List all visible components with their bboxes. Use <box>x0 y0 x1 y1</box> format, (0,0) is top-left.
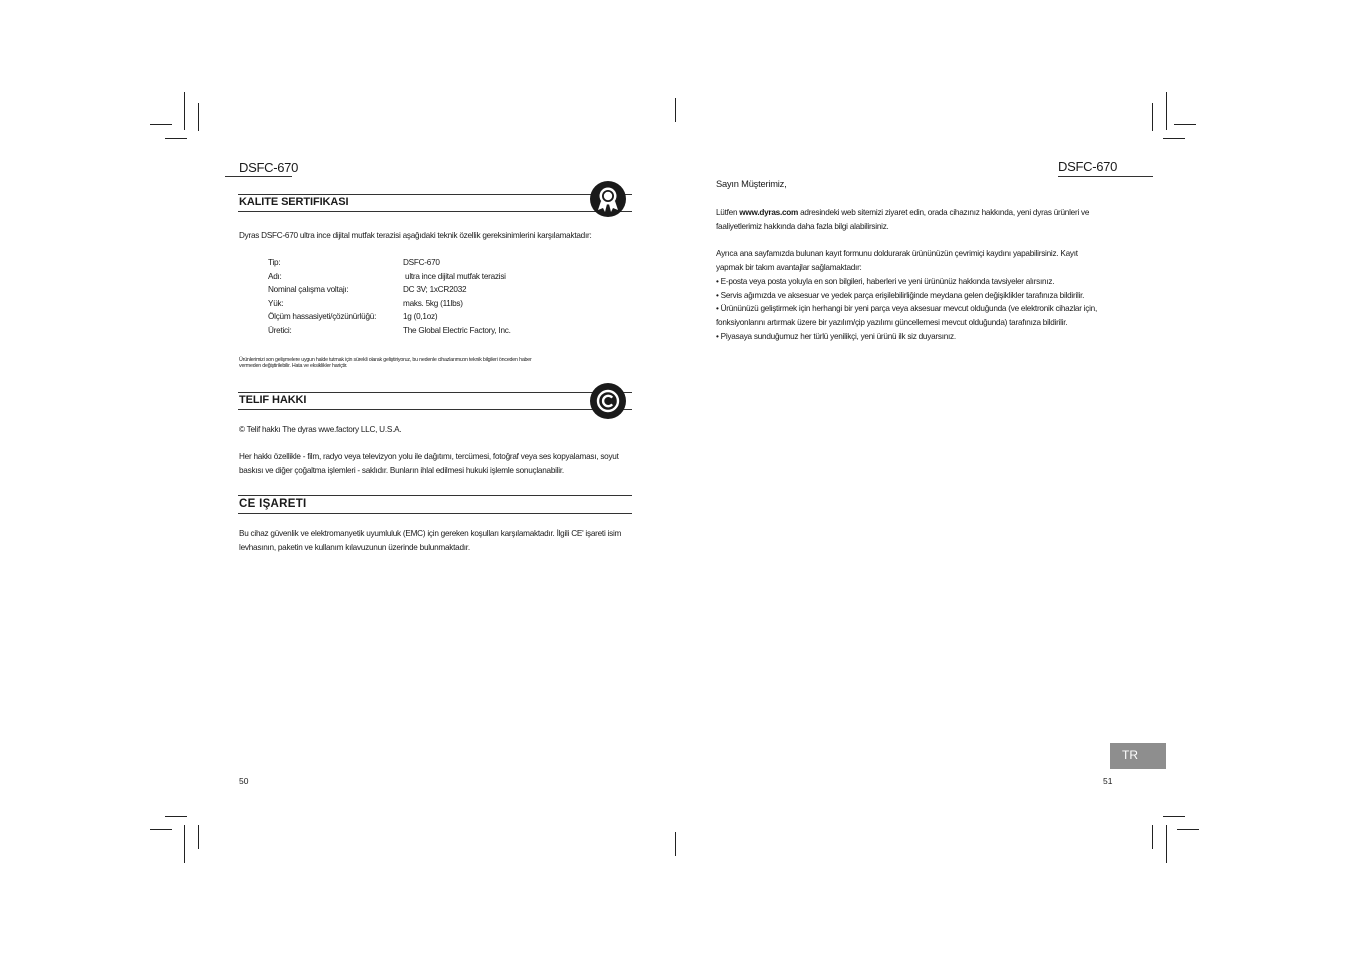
greeting: Sayın Müşterimiz, <box>716 179 787 189</box>
model-header-right: DSFC-670 <box>1058 159 1118 174</box>
crop-mark <box>150 829 172 830</box>
website-para-prefix: Lütfen <box>716 208 740 217</box>
spec-row <box>268 324 511 338</box>
ce-title: CE IŞARETI <box>239 498 307 510</box>
ce-para-line-1: Bu cihaz güvenlik ve elektromanyetik uyumluluk (EMC) için gereken koşulları karşılamaktadır. İlgili CE' işareti isim <box>239 529 622 538</box>
spec-label: Ölçüm hassasiyeti/çözünürlüğü: <box>268 312 377 322</box>
header-rule <box>225 176 292 177</box>
language-tab-label: TR <box>1122 748 1138 762</box>
benefit-item: • Ürününüzü geliştirmek için herhangi bir yeni parça veya aksesuar mevcut olduğunda (ve elektronik cihazlar için, <box>716 304 1098 313</box>
spec-value: 1g (0,1oz) <box>403 312 438 322</box>
section-rule-top <box>238 495 632 496</box>
crop-mark <box>150 124 172 125</box>
telif-title: TELIF HAKKI <box>239 394 307 406</box>
website-para-suffix: adresindeki web sitemizi ziyaret edin, orada cihazınız hakkında, yeni dyras ürünleri ve <box>798 208 1090 217</box>
spec-label: Yük: <box>268 298 284 308</box>
section-rule-bottom <box>238 513 632 514</box>
copyright-line: © Telif hakkı The dyras wwe.factory LLC, U.S.A. <box>239 425 402 434</box>
language-tab <box>1110 743 1166 769</box>
crop-mark <box>1166 825 1167 863</box>
crop-mark <box>1163 138 1185 139</box>
spec-table <box>268 256 511 338</box>
website-para-line-1 <box>716 206 1089 220</box>
crop-mark <box>675 832 676 856</box>
benefit-item: • Servis ağımızda ve aksesuar ve yedek parça erişilebilirliğinde meydana gelen değişiklikler tarafınıza bildirilir. <box>716 291 1085 300</box>
benefit-item-continued: fonksiyonlarını artırmak üzere bir yazılım/çip yazılımı güncellemesi mevcut olduğunda) tarafınıza bildirilir. <box>716 318 1068 327</box>
crop-mark <box>1163 816 1185 817</box>
model-header-left: DSFC-670 <box>239 160 299 175</box>
crop-mark <box>675 98 676 122</box>
spec-row <box>268 256 511 270</box>
crop-mark <box>1152 103 1153 131</box>
copyright-icon <box>590 383 626 419</box>
crop-mark <box>1177 829 1199 830</box>
spec-value: maks. 5kg (11lbs) <box>403 298 463 308</box>
disclaimer-line-2: vermeden değiştirilebilir. Hata ve eksiklikler hariçtir. <box>239 363 348 369</box>
spec-label: Nominal çalışma voltajı: <box>268 285 349 295</box>
disclaimer-line-1: Ürünlerimizi son gelişmelere uygun halde tutmak için sürekli olarak geliştiriyoruz, bu nedenle cihazlarımızın teknik bilgileri önceden haber <box>239 357 532 363</box>
benefit-item: • E-posta veya posta yoluyla en son bilgileri, haberleri ve yeni ürününüz hakkında tavsiyeler alırsınız. <box>716 277 1055 286</box>
spec-label: Üretici: <box>268 325 292 335</box>
spec-row <box>268 310 511 324</box>
crop-mark <box>184 825 185 863</box>
spec-label: Adı: <box>268 271 282 281</box>
section-rule-bottom <box>238 211 632 212</box>
section-rule-top <box>238 194 632 195</box>
telif-para-line-2: baskısı ve diğer çoğaltma işlemleri - saklıdır. Bunların ihlal edilmesi hukuki işlemle sonuçlanabilir. <box>239 466 564 475</box>
crop-mark <box>184 92 185 130</box>
award-ribbon-icon <box>590 181 626 217</box>
telif-para-line-1: Her hakkı özellikle - film, radyo veya televizyon yolu ile dağıtımı, tercümesi, fotoğraf veya ses kopyalaması, soyut <box>239 452 619 461</box>
spec-value: DC 3V; 1xCR2032 <box>403 285 467 295</box>
kalite-title: KALITE SERTIFIKASI <box>239 196 349 208</box>
benefit-item: • Piyasaya sunduğumuz her türlü yenilikçi, yeni ürünü ilk siz duyarsınız. <box>716 332 956 341</box>
ce-para-line-2: levhasının, paketin ve kullanım kılavuzunun üzerinde bulunmaktadır. <box>239 543 470 552</box>
website-link[interactable]: www.dyras.com <box>739 208 799 217</box>
spec-value: ultra ince dijital mutfak terazisi <box>403 271 506 281</box>
header-rule <box>1058 176 1153 177</box>
kalite-intro: Dyras DSFC-670 ultra ince dijital mutfak terazisi aşağıdaki teknik özellik gereksinimlerini karşılamaktadır: <box>239 231 592 240</box>
section-rule-bottom <box>238 409 632 410</box>
website-para-line-2: faaliyetlerimiz hakkında daha fazla bilgi alabilirsiniz. <box>716 222 889 231</box>
page-number-right: 51 <box>1103 776 1113 786</box>
crop-mark <box>1152 825 1153 849</box>
crop-mark <box>165 816 187 817</box>
spec-value: The Global Electric Factory, Inc. <box>403 325 511 335</box>
section-rule-top <box>238 392 632 393</box>
spec-row <box>268 297 511 311</box>
crop-mark <box>198 825 199 849</box>
spec-row <box>268 270 511 284</box>
register-para-line-2: yapmak bir takım avantajlar sağlamaktadır: <box>716 263 862 272</box>
crop-mark <box>198 103 199 131</box>
register-para-line-1: Ayrıca ana sayfamızda bulunan kayıt formunu doldurarak ürününüzün çevrimiçi kaydını yapabilirsiniz. Kayıt <box>716 249 1078 258</box>
crop-mark <box>1166 92 1167 130</box>
crop-mark <box>165 138 187 139</box>
spec-row <box>268 283 511 297</box>
page-number-left: 50 <box>239 776 249 786</box>
spec-label: Tip: <box>268 258 281 267</box>
spec-value: DSFC-670 <box>403 258 440 267</box>
crop-mark <box>1174 124 1196 125</box>
